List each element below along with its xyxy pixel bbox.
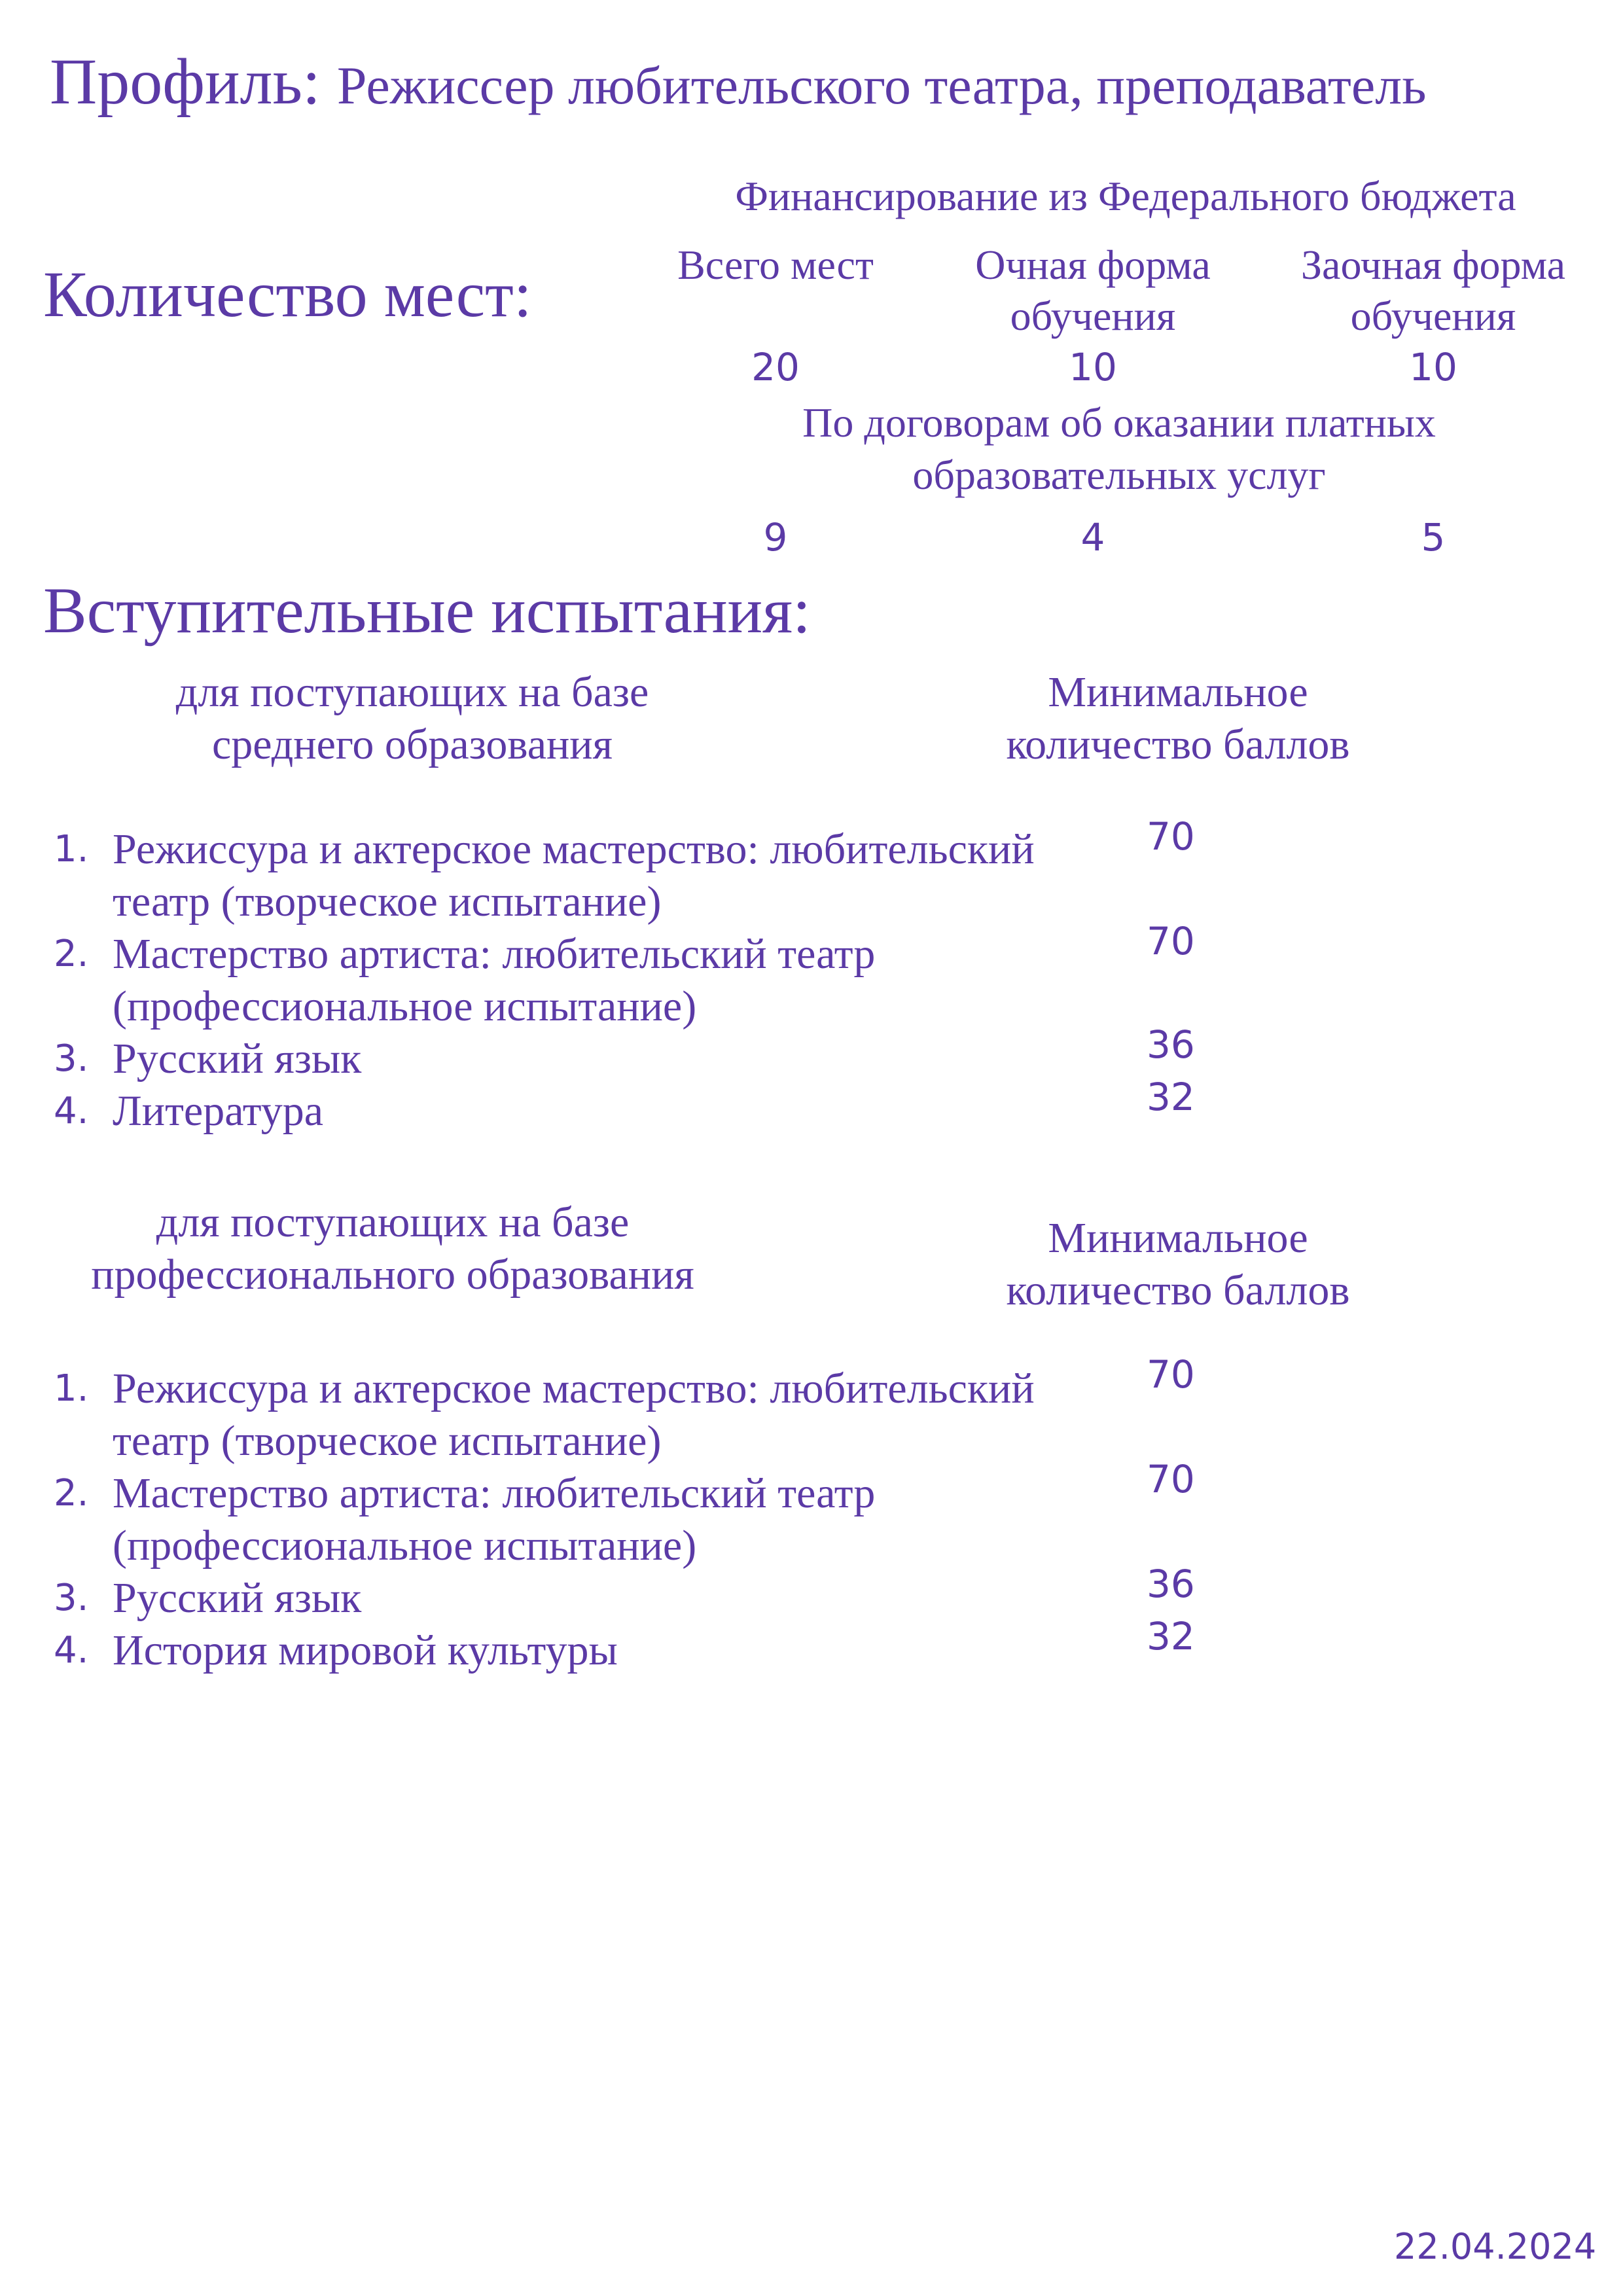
- group2-item4-num: 4.: [54, 1629, 89, 1672]
- footer-date: 22.04.2024: [1394, 2226, 1597, 2267]
- group2-item4-name: История мировой культуры: [113, 1626, 618, 1674]
- group1-header: для поступающих на базе среднего образования: [175, 668, 649, 768]
- group1-min-header: Минимальное количество баллов: [1006, 668, 1350, 768]
- group2-item2-num: 2.: [54, 1472, 89, 1515]
- group1-item3-score: 36: [1147, 1022, 1195, 1067]
- group1-item2-num: 2.: [54, 933, 89, 975]
- group1-item3-name: Русский язык: [113, 1035, 362, 1083]
- paid-title: По договорам об оказании платных образовательных услуг: [802, 399, 1436, 498]
- group2-item3-name: Русский язык: [113, 1574, 362, 1622]
- exams-title: Вступительные испытания:: [43, 574, 811, 647]
- group2-header: для поступающих на базе профессионального образования: [91, 1198, 694, 1299]
- group2-item3-num: 3.: [54, 1577, 89, 1619]
- paid-parttime: 5: [1421, 515, 1446, 560]
- profile-value: Режиссер любительского театра, преподаватель: [336, 56, 1427, 115]
- group2-min-header: Минимальное количество баллов: [1006, 1214, 1350, 1314]
- group1-item1-score: 70: [1147, 814, 1195, 859]
- group1-item1-name: Режиссура и актерское мастерство: любительский театр (творческое испытание): [113, 825, 1035, 925]
- group2-item1-name: Режиссура и актерское мастерство: любительский театр (творческое испытание): [113, 1365, 1035, 1465]
- group1-item4-num: 4.: [54, 1090, 89, 1132]
- group1-item4-name: Литература: [113, 1087, 324, 1135]
- group2-item4-score: 32: [1147, 1614, 1195, 1659]
- column-parttime: Заочная форма обучения: [1300, 242, 1566, 339]
- profile-label: Профиль:: [50, 45, 321, 118]
- paid-total: 9: [763, 515, 788, 560]
- group1-item2-name: Мастерство артиста: любительский театр (профессиональное испытание): [113, 930, 876, 1030]
- group1-item1-num: 1.: [54, 828, 89, 870]
- group1-item3-num: 3.: [54, 1037, 89, 1080]
- column-fulltime: Очная форма обучения: [975, 242, 1211, 339]
- places-title: Количество мест:: [43, 258, 532, 331]
- budget-fulltime: 10: [1069, 345, 1117, 389]
- group1-item2-score: 70: [1147, 919, 1195, 963]
- budget-total: 20: [751, 345, 800, 389]
- group1-item4-score: 32: [1147, 1075, 1195, 1119]
- budget-title: Финансирование из Федерального бюджета: [735, 173, 1516, 219]
- group2-item2-score: 70: [1147, 1457, 1195, 1501]
- group2-item1-score: 70: [1147, 1352, 1195, 1397]
- group2-item2-name: Мастерство артиста: любительский театр (профессиональное испытание): [113, 1469, 876, 1570]
- budget-parttime: 10: [1409, 345, 1457, 389]
- paid-fulltime: 4: [1080, 515, 1105, 560]
- group2-item1-num: 1.: [54, 1367, 89, 1410]
- column-total: Всего мест: [677, 242, 874, 288]
- group2-item3-score: 36: [1147, 1562, 1195, 1606]
- profile-line: [50, 39, 1427, 128]
